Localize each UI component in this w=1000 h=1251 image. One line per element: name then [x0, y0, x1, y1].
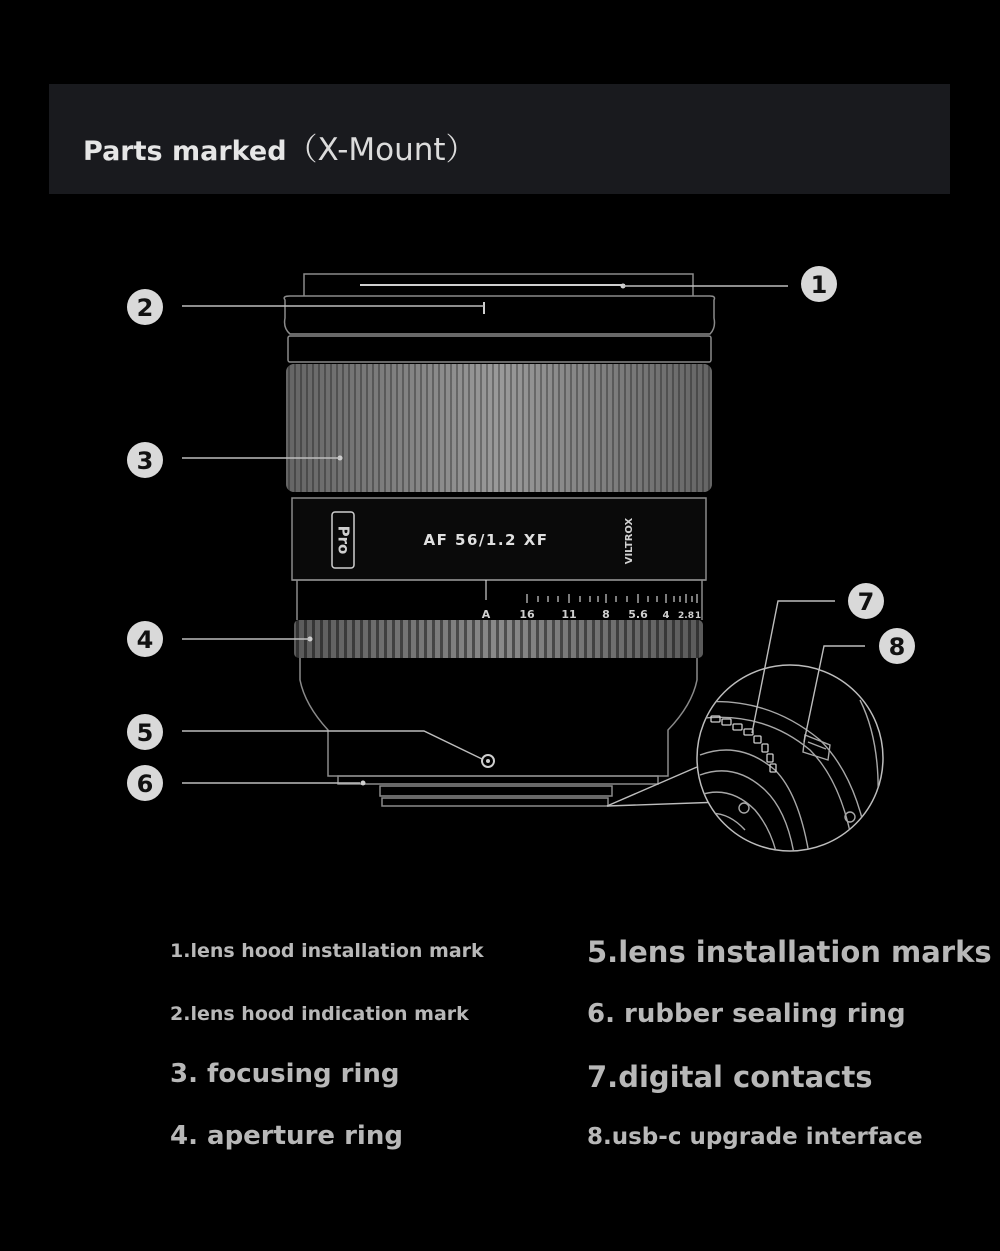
svg-text:4: 4 [136, 626, 154, 654]
legend-item-3: 3. focusing ring [170, 1059, 400, 1089]
mount-detail-magnifier [680, 665, 883, 860]
legend-item-8: 8.usb-c upgrade interface [587, 1124, 923, 1150]
svg-text:8: 8 [888, 633, 906, 661]
svg-text:7: 7 [857, 588, 875, 616]
svg-text:3: 3 [136, 447, 154, 475]
aperture-scale-labels [482, 608, 701, 621]
legend-item-6: 6. rubber sealing ring [587, 999, 906, 1029]
aperture-scale-ticks [486, 580, 697, 603]
legend-item-4: 4. aperture ring [170, 1121, 403, 1151]
aperture-label-11: 11 [561, 608, 577, 621]
aperture-label-5-6: 5.6 [628, 608, 648, 621]
aperture-label-4: 4 [662, 610, 670, 621]
callout-6 [127, 765, 163, 801]
aperture-ring [294, 620, 703, 658]
svg-text:1: 1 [810, 271, 828, 299]
aperture-label-2-8: 2.8 [678, 611, 694, 621]
aperture-label-1: 1 [694, 611, 702, 621]
aperture-label-16: 16 [519, 608, 535, 621]
callout-5 [127, 714, 163, 750]
title-main: Parts marked [83, 136, 287, 167]
focusing-ring [286, 364, 712, 492]
badge-label: Pro [334, 525, 353, 555]
callout-1 [801, 266, 837, 302]
lens-model-label: AF 56/1.2 XF [423, 531, 549, 549]
legend-item-2: 2.lens hood indication mark [170, 1003, 469, 1025]
legend-item-7: 7.digital contacts [587, 1060, 873, 1094]
svg-text:2: 2 [136, 294, 154, 322]
svg-text:5: 5 [136, 719, 154, 747]
callout-2 [127, 289, 163, 325]
svg-text:6: 6 [136, 770, 154, 798]
sealing-ring-point [361, 781, 366, 786]
lens-brand-label: VILTROX [624, 517, 635, 565]
legend-item-1: 1.lens hood installation mark [170, 940, 484, 962]
title-mount: （X-Mount） [286, 132, 477, 168]
aperture-label-8: 8 [602, 608, 610, 621]
callout-4 [127, 621, 163, 657]
callout-3 [127, 442, 163, 478]
callout-7 [848, 583, 884, 619]
aperture-label-a: A [481, 608, 491, 621]
legend-item-5: 5.lens installation marks [587, 935, 992, 969]
callout-8 [879, 628, 915, 664]
